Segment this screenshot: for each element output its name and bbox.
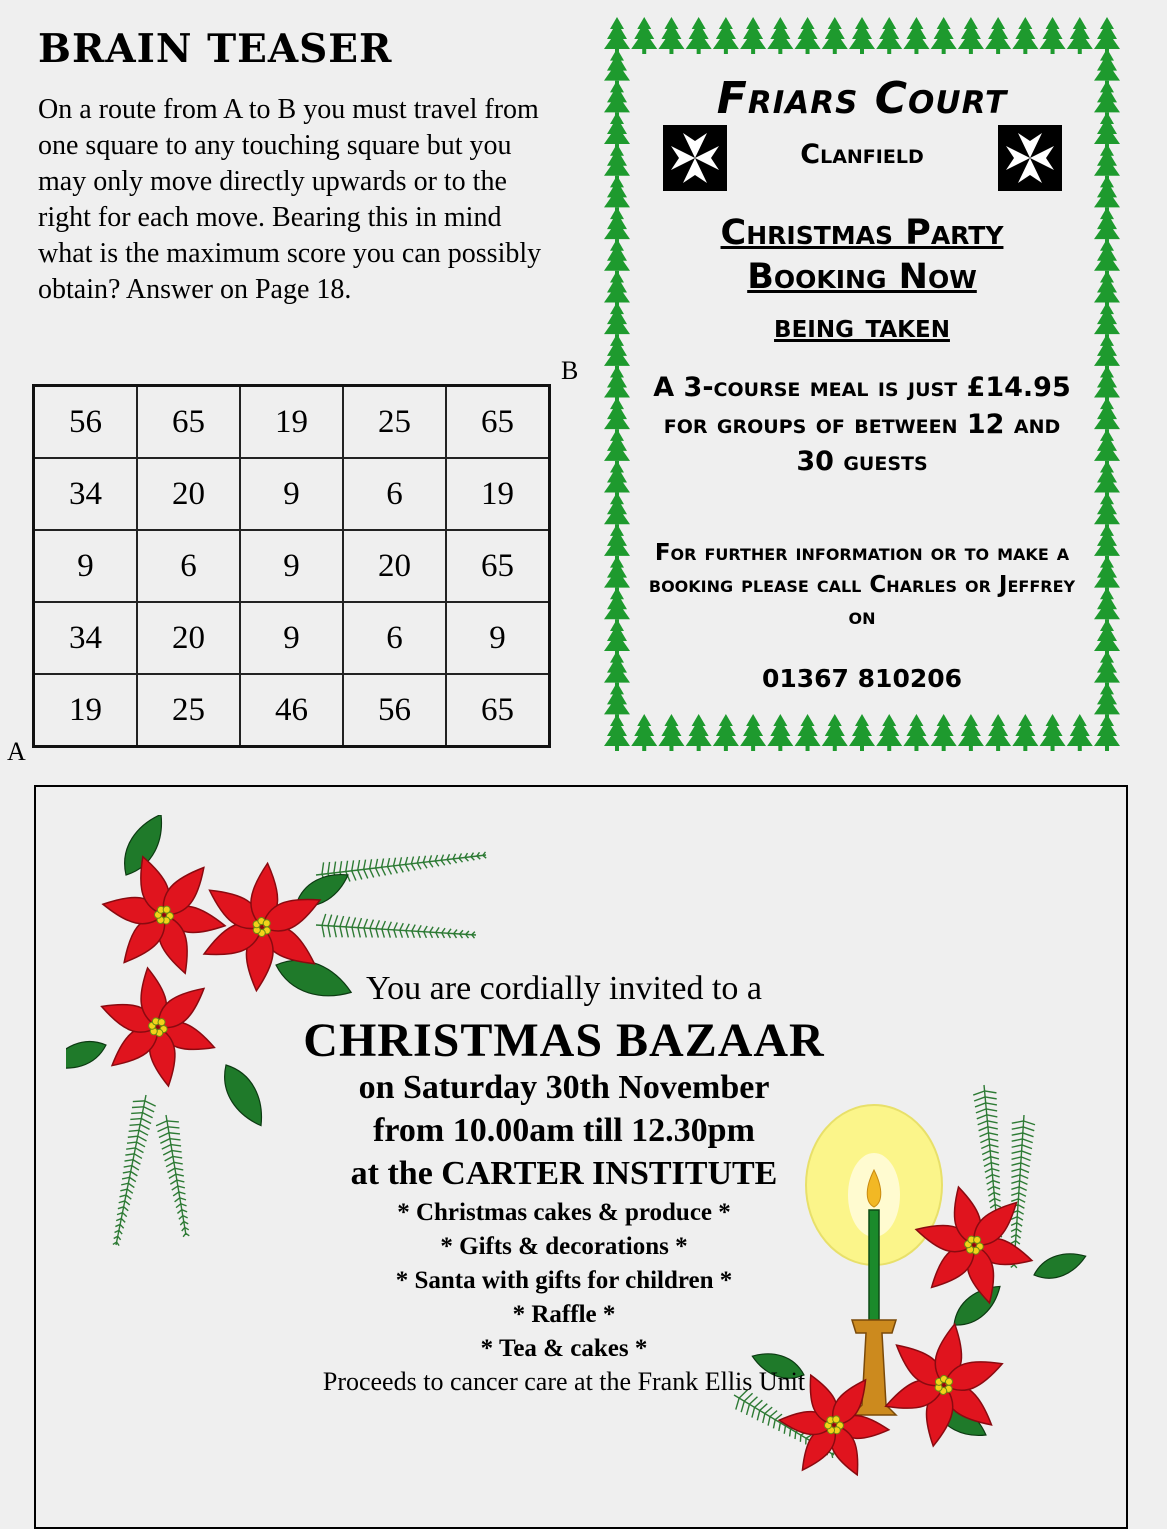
tree-icon <box>1067 714 1093 751</box>
tree-icon <box>604 366 630 403</box>
tree-icon <box>740 714 766 751</box>
tree-icon <box>795 17 821 54</box>
tree-icon <box>740 17 766 54</box>
grid-cell: 20 <box>137 602 240 674</box>
phone-number: 01367 810206 <box>601 664 1123 693</box>
tree-icon <box>1094 461 1120 498</box>
grid-cell: 56 <box>343 674 446 747</box>
tree-icon <box>604 556 630 593</box>
grid-cell: 20 <box>343 530 446 602</box>
maltese-cross-icon <box>998 125 1062 191</box>
tree-icon <box>713 714 739 751</box>
tree-icon <box>658 714 684 751</box>
grid-label-a: A <box>7 737 26 767</box>
bazaar-flyer <box>34 785 1128 1529</box>
tree-icon <box>931 17 957 54</box>
venue-town: Clanfield <box>601 139 1123 170</box>
party-heading-line1: Christmas Party <box>601 213 1123 253</box>
grid-cell: 19 <box>240 386 343 459</box>
tree-icon <box>686 714 712 751</box>
tree-icon <box>1094 619 1120 656</box>
grid-cell: 46 <box>240 674 343 747</box>
attraction-item: * Gifts & decorations * <box>36 1230 1092 1264</box>
party-heading-line2: Booking Now <box>601 257 1123 297</box>
tree-icon <box>713 17 739 54</box>
grid-cell: 9 <box>240 602 343 674</box>
tree-icon <box>1067 17 1093 54</box>
grid-row <box>34 602 550 674</box>
tree-icon <box>795 714 821 751</box>
tree-icon <box>604 461 630 498</box>
tree-icon <box>631 17 657 54</box>
grid-cell: 65 <box>137 386 240 459</box>
grid-cell: 65 <box>446 386 550 459</box>
grid-cell: 9 <box>34 530 138 602</box>
meal-offer: A 3-course meal is just £14.95 for groups of between 12 and 30 guests <box>641 369 1083 480</box>
bazaar-time: from 10.00am till 12.30pm <box>36 1112 1092 1150</box>
tree-icon <box>1094 366 1120 403</box>
tree-icon <box>903 17 929 54</box>
bazaar-title: CHRISTMAS BAZAAR <box>36 1013 1092 1068</box>
tree-icon <box>958 17 984 54</box>
grid-cell: 6 <box>343 602 446 674</box>
grid-cell: 25 <box>137 674 240 747</box>
party-heading-line3: being taken <box>601 306 1123 345</box>
tree-icon <box>767 714 793 751</box>
tree-icon <box>1094 524 1120 561</box>
grid-cell: 34 <box>34 602 138 674</box>
tree-icon <box>1040 17 1066 54</box>
tree-icon <box>604 17 630 54</box>
grid-row <box>34 386 550 459</box>
tree-icon <box>1094 556 1120 593</box>
bazaar-attractions <box>36 1196 1092 1366</box>
attraction-item: * Santa with gifts for children * <box>36 1264 1092 1298</box>
grid-row <box>34 674 550 747</box>
tree-icon <box>604 175 630 212</box>
tree-icon <box>686 17 712 54</box>
tree-icon <box>1012 17 1038 54</box>
bazaar-date: on Saturday 30th November <box>36 1069 1092 1107</box>
tree-icon <box>1094 175 1120 212</box>
tree-icon <box>849 17 875 54</box>
tree-icon <box>903 714 929 751</box>
tree-icon <box>631 714 657 751</box>
tree-icon <box>849 714 875 751</box>
tree-icon <box>822 17 848 54</box>
attraction-item: * Tea & cakes * <box>36 1332 1092 1366</box>
bazaar-venue: at the CARTER INSTITUTE <box>36 1155 1092 1193</box>
tree-icon <box>604 397 630 434</box>
grid-cell: 56 <box>34 386 138 459</box>
attraction-item: * Christmas cakes & produce * <box>36 1196 1092 1230</box>
grid-cell: 9 <box>240 458 343 530</box>
grid-label-b: B <box>561 356 578 386</box>
grid-cell: 6 <box>343 458 446 530</box>
tree-icon <box>1040 714 1066 751</box>
teaser-text: On a route from A to B you must travel from one square to any touching square but you may only move directly upwards or to the right for each move. Bearing this in mind what is the maximum score you can possibly obtain? Answer on Page 18. <box>38 92 558 308</box>
tree-icon <box>822 714 848 751</box>
grid-cell: 65 <box>446 674 550 747</box>
tree-icon <box>1094 397 1120 434</box>
tree-icon <box>658 17 684 54</box>
grid-cell: 25 <box>343 386 446 459</box>
poinsettia-icon <box>93 845 236 985</box>
attraction-item: * Raffle * <box>36 1298 1092 1332</box>
grid-cell: 65 <box>446 530 550 602</box>
grid-cell: 19 <box>34 674 138 747</box>
tree-icon <box>604 619 630 656</box>
tree-icon <box>767 17 793 54</box>
invite-line: You are cordially invited to a <box>36 970 1092 1008</box>
tree-icon <box>876 17 902 54</box>
tree-icon <box>1094 492 1120 529</box>
tree-icon <box>1094 587 1120 624</box>
teaser-title: BRAIN TEASER <box>38 26 392 72</box>
tree-icon <box>1094 429 1120 466</box>
tree-icon <box>1094 17 1120 54</box>
tree-icon <box>604 429 630 466</box>
tree-icon <box>1012 714 1038 751</box>
tree-icon <box>604 714 630 751</box>
grid-cell: 9 <box>446 602 550 674</box>
friars-court-ad <box>601 15 1123 752</box>
tree-icon <box>604 492 630 529</box>
grid-row <box>34 458 550 530</box>
grid-row <box>34 530 550 602</box>
venue-name: Friars Court <box>601 73 1123 124</box>
tree-icon <box>958 714 984 751</box>
tree-icon <box>604 587 630 624</box>
tree-icon <box>985 714 1011 751</box>
tree-icon <box>1094 714 1120 751</box>
puzzle-grid <box>32 384 551 748</box>
fern-icon <box>316 914 476 938</box>
booking-info: For further information or to make a booking please call Charles or Jeffrey on <box>641 537 1083 633</box>
grid-cell: 9 <box>240 530 343 602</box>
tree-icon <box>604 524 630 561</box>
tree-icon <box>985 17 1011 54</box>
grid-cell: 6 <box>137 530 240 602</box>
proceeds-note: Proceeds to cancer care at the Frank Ellis Unit <box>36 1367 1092 1397</box>
grid-cell: 34 <box>34 458 138 530</box>
grid-cell: 19 <box>446 458 550 530</box>
tree-icon <box>931 714 957 751</box>
tree-icon <box>876 714 902 751</box>
grid-cell: 20 <box>137 458 240 530</box>
